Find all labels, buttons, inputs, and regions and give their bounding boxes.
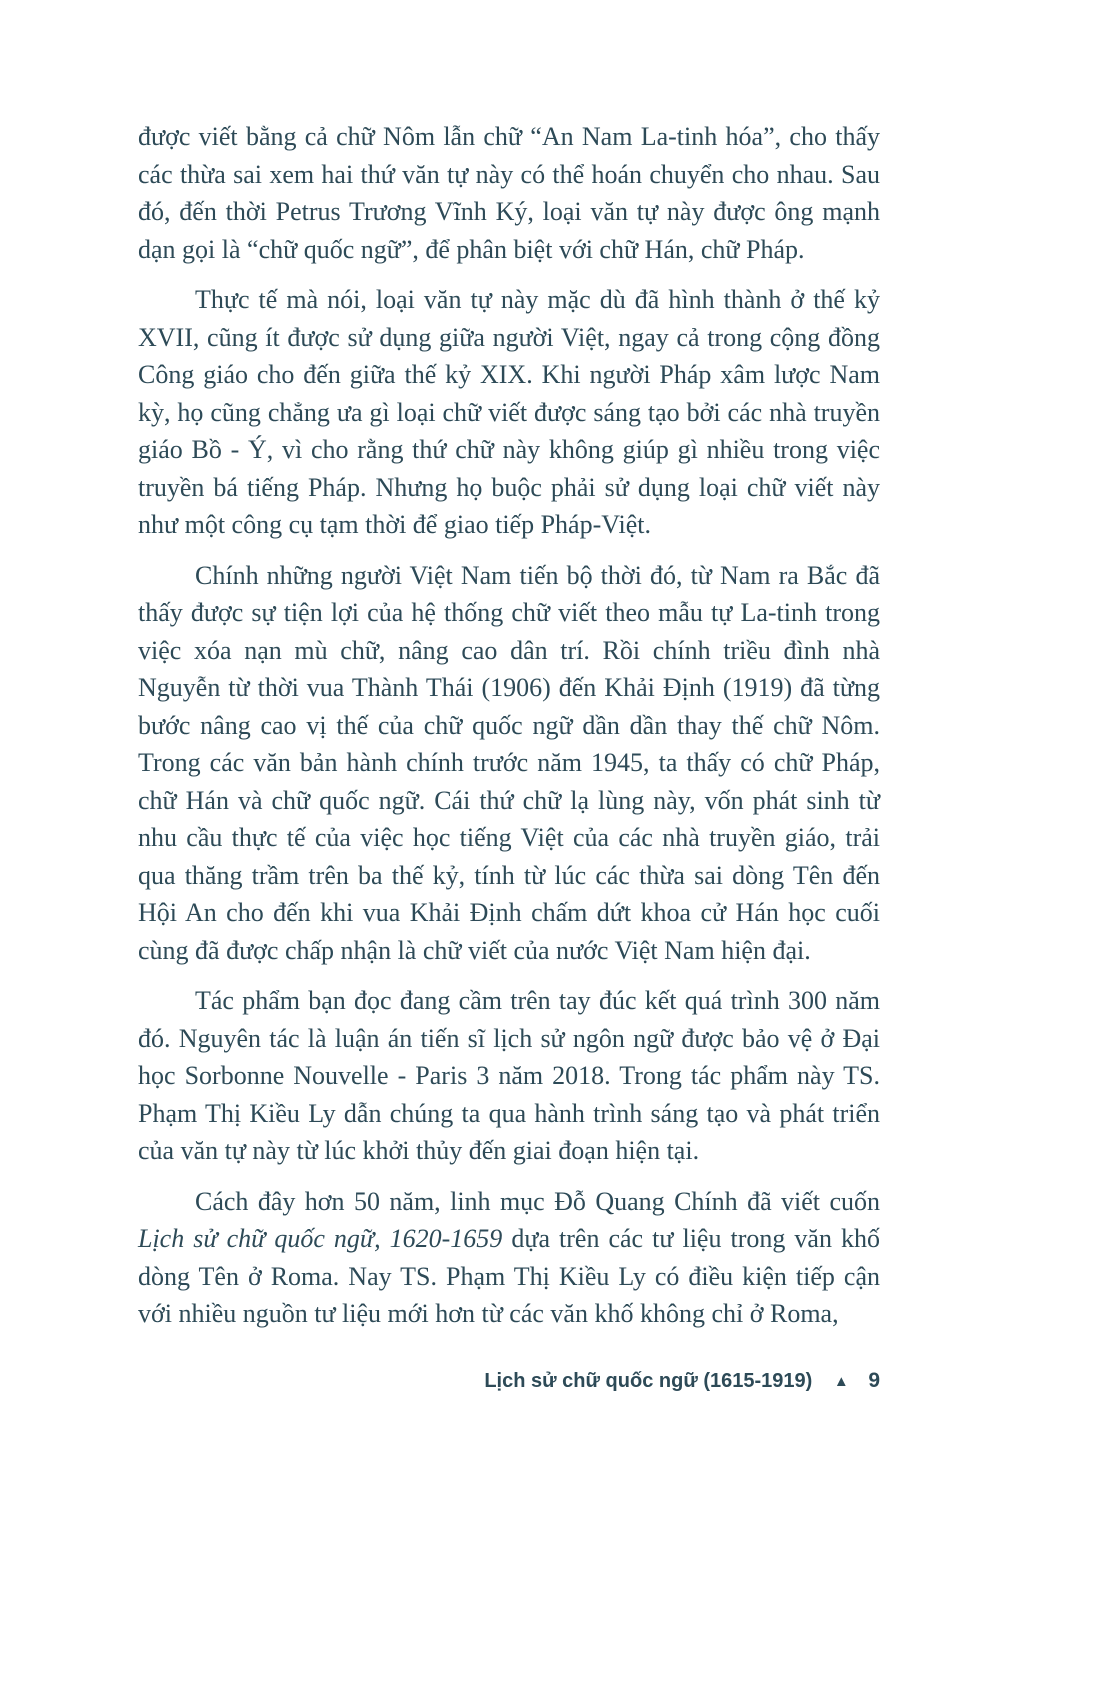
text-segment: dựa trên các tư liệu trong văn khố dòng Tên ở Roma. Nay TS. Phạm Thị Kiều Ly có điều kiện tiếp cận với nhiều nguồn tư liệu mới hơn từ các văn khố không chỉ ở Roma, (138, 1224, 880, 1328)
paragraph (138, 982, 880, 1170)
page-footer (138, 1368, 880, 1395)
book-title-italic: Lịch sử chữ quốc ngữ, 1620-1659 (138, 1224, 503, 1253)
paragraph (138, 557, 880, 970)
page-number: 9 (868, 1369, 880, 1392)
triangle-marker-icon: ▲ (833, 1373, 849, 1390)
paragraph (138, 118, 880, 268)
text-segment: Thực tế mà nói, loại văn tự này mặc dù đã hình thành ở thế kỷ XVII, cũng ít được sử dụng giữa người Việt, ngay cả trong cộng đồng Công giáo cho đến giữa thế kỷ XIX. Khi người Pháp xâm lược Nam kỳ, họ cũng chẳng ưa gì loại chữ viết được sáng tạo bởi các nhà truyền giáo Bồ - Ý, vì cho rằng thứ chữ này không giúp gì nhiều trong việc truyền bá tiếng Pháp. Nhưng họ buộc phải sử dụng loại chữ viết này như một công cụ tạm thời để giao tiếp Pháp-Việt. (138, 285, 880, 539)
text-segment: Chính những người Việt Nam tiến bộ thời đó, từ Nam ra Bắc đã thấy được sự tiện lợi của hệ thống chữ viết theo mẫu tự La-tinh trong việc xóa nạn mù chữ, nâng cao dân trí. Rồi chính triều đình nhà Nguyễn từ thời vua Thành Thái (1906) đến Khải Định (1919) đã từng bước nâng cao vị thế của chữ quốc ngữ dần dần thay thế chữ Nôm. Trong các văn bản hành chính trước năm 1945, ta thấy có chữ Pháp, chữ Hán và chữ quốc ngữ. Cái thứ chữ lạ lùng này, vốn phát sinh từ nhu cầu thực tế của việc học tiếng Việt của các nhà truyền giáo, trải qua thăng trầm trên ba thế kỷ, tính từ lúc các thừa sai dòng Tên đến Hội An cho đến khi vua Khải Định chấm dứt khoa cử Hán học cuối cùng đã được chấp nhận là chữ viết của nước Việt Nam hiện đại. (138, 560, 880, 965)
text-segment: Cách đây hơn 50 năm, linh mục Đỗ Quang Chính đã viết cuốn (195, 1186, 880, 1216)
paragraph (138, 1183, 880, 1333)
text-segment: được viết bằng cả chữ Nôm lẫn chữ “An Nam La-tinh hóa”, cho thấy các thừa sai xem hai thứ văn tự này có thể hoán chuyển cho nhau. Sau đó, đến thời Petrus Trương Vĩnh Ký, loại văn tự này được ông mạnh dạn gọi là “chữ quốc ngữ”, để phân biệt với chữ Hán, chữ Pháp. (138, 122, 880, 264)
text-segment: Tác phẩm bạn đọc đang cầm trên tay đúc kết quá trình 300 năm đó. Nguyên tác là luận án tiến sĩ lịch sử ngôn ngữ được bảo vệ ở Đại học Sorbonne Nouvelle - Paris 3 năm 2018. Trong tác phẩm này TS. Phạm Thị Kiều Ly dẫn chúng ta qua hành trình sáng tạo và phát triển của văn tự này từ lúc khởi thủy đến giai đoạn hiện tại. (138, 986, 880, 1165)
paragraph (138, 281, 880, 544)
running-title: Lịch sử chữ quốc ngữ (1615-1919) (484, 1370, 813, 1392)
body-text (138, 118, 880, 1346)
